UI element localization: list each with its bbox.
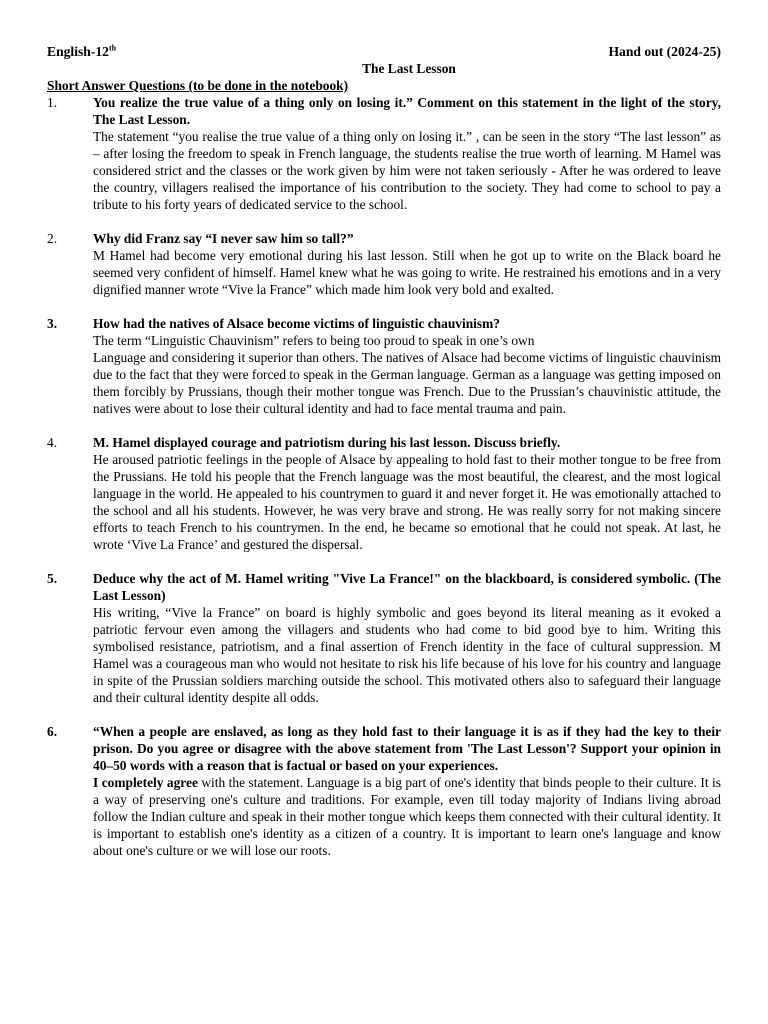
- question-text: Why did Franz say “I never saw him so tall?”: [93, 231, 354, 246]
- answer-text: He aroused patriotic feelings in the people of Alsace by appealing to hold fast to their mother tongue to be free from the Prussians. He told his people that the French language was the most beautiful, the clearest, and the most logical language in the world. He appealed to his countrymen to guard it and never forget it. He was emotionally attached to the school and all his students. However, he was very brave and strong. He was really sorry for not making sincere efforts to teach French to his countrymen. In the end, he became so emotional that he could not speak. At last, he wrote ‘Vive La France’ and gestured the dispersal.: [93, 452, 721, 552]
- question-text: M. Hamel displayed courage and patriotism during his last lesson. Discuss briefly.: [93, 435, 561, 450]
- question-4: [47, 434, 721, 553]
- answer-first-line: The term “Linguistic Chauvinism” refers to being too proud to speak in one’s own: [93, 333, 535, 348]
- answer-text: [93, 774, 721, 859]
- header-left: English-12th: [47, 43, 117, 59]
- question-number: 4.: [47, 435, 58, 450]
- answer-text: M Hamel had become very emotional during his last lesson. Still when he got up to write on the Black board he seemed very confident of himself. Hamel knew what he was going to write. He restrained his emotions and in a very dignified manner wrote “Vive la France” which made him look very bold and exalted.: [93, 248, 721, 297]
- question-5: [47, 570, 721, 706]
- question-text: You realize the true value of a thing only on losing it.” Comment on this statement in the light of the story, The Last Lesson.: [93, 95, 721, 127]
- question-6: [47, 723, 721, 859]
- answer-text: His writing, “Vive la France” on board is highly symbolic and goes beyond its literal meaning as it evoked a patriotic fervour even among the villagers and students who had come to bid good bye to him. Writing this symbolised resistance, patriotism, and a final assertion of French identity in the face of cultural suppression. M Hamel was a courageous man who would not hesitate to risk his life because of his love for his country and language in spite of the Prussian soldiers marching outside the school. This motivated others also to safeguard their language and their cultural identity despite all odds.: [93, 605, 721, 705]
- question-text: Deduce why the act of M. Hamel writing "Vive La France!" on the blackboard, is considered symbolic. (The Last Lesson): [93, 571, 721, 603]
- section-heading: Short Answer Questions (to be done in the notebook): [47, 78, 349, 93]
- question-number: 3.: [47, 316, 58, 331]
- answer-text: The statement “you realise the true value of a thing only on losing it.” , can be seen in the story “The last lesson” as – after losing the freedom to speak in French language, the students realise the true worth of learning. M Hamel was considered strict and the classes or the work given by him were not taken seriously - After he was ordered to leave the country, villagers realised the importance of his contribution to the society. They had come to school to pay a tribute to his forty years of dedicated service to the school.: [93, 129, 721, 212]
- answer-lead: I completely agree: [93, 775, 198, 790]
- header: [47, 43, 721, 60]
- question-text: How had the natives of Alsace become victims of linguistic chauvinism?: [93, 316, 500, 331]
- answer-rest: with the statement. Language is a big part of one's identity that binds people to their culture. It is a way of preserving one's culture and traditions. For example, even till today majority of Indians living abroad follow the Indian culture and speak in their mother tongue which keeps them connected with their cultural identity. It is important to establish one's identity as a citizen of a country. It is important to learn one's language and know about one's culture or we will lose our roots.: [93, 775, 721, 858]
- question-3: [47, 315, 721, 417]
- question-number: 1.: [47, 95, 58, 110]
- question-text: “When a people are enslaved, as long as they hold fast to their language it is as if they had the key to their prison. Do you agree or disagree with the above statement from 'The Last Lesson'? Support your opinion in 40–50 words with a reason that is factual or based on your experiences.: [93, 724, 721, 773]
- question-number: 6.: [47, 724, 58, 739]
- handout-page: [47, 43, 721, 859]
- page-title: The Last Lesson: [362, 61, 456, 76]
- question-2: [47, 230, 721, 298]
- question-number: 5.: [47, 571, 58, 586]
- question-number: 2.: [47, 231, 58, 246]
- answer-text: Language and considering it superior than others. The natives of Alsace had become victims of linguistic chauvinism due to the fact that they were forced to speak in the German language. German as a language was getting imposed on them forcibly by Prussians, though their mother tongue was French. Due to the Prussian’s chauvinistic attitude, the natives were about to lose their cultural identity and had to face mental trauma and pain.: [93, 350, 721, 416]
- question-1: [47, 94, 721, 213]
- header-right: Hand out (2024-25): [608, 44, 721, 59]
